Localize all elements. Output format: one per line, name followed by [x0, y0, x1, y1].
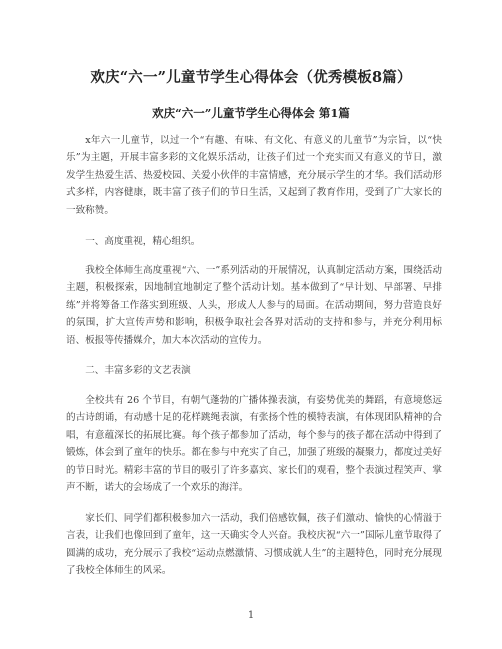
paragraph-performances: 全校共有 26 个节目，有朝气蓬勃的广播体操表演，有姿势优美的舞蹈，有意境悠远的古诗朗诵，有动感十足的花样跳绳表演，有张扬个性的模特表演，有体现团队精神的合唱，有意蕴深长的拓展比赛。每个孩子都参加了活动，每个参与的孩子都在活动中得到了锻炼，体会到了童年的快乐。都在参与中充实了自己，加强了班级的凝聚力，都度过美好的节日时光。精彩丰富的节目的吸引了许多嘉宾、家长们的观看，整个表演过程笑声、掌声不断，诺大的会场成了一个欢乐的海洋。 [66, 394, 442, 493]
section-title: 欢庆“六一”儿童节学生心得体会 第1篇 [152, 106, 350, 120]
paragraph-heading-2: 二、丰富多彩的文艺表演 [85, 365, 191, 377]
document-body [66, 132, 442, 593]
paragraph-organization: 我校全体师生高度重视“六、一”系列活动的开展情况，认真制定活动方案，围绕活动主题，积极探索，因地制宜地制定了整个活动计划。基本做到了“早计划、早部署、早排练”并将筹备工作落实到班级、人头，形成人人参与的局面。在活动期间，努力营造良好的氛围，扩大宣传声势和影响，积极争取社会各界对活动的支持和参与，并充分利用标语、板报等传播媒介，加大本次活动的宣传力。 [66, 264, 442, 346]
paragraph-conclusion: 家长们、同学们都积极参加六一活动，我们倍感钦佩，孩子们激动、愉快的心情溢于言表，让我们也像回到了童年，这一天确实令人兴奋。我校庆祝“六一”国际儿童节取得了圆满的成功，充分展示了我校“运动点燃激情、习惯成就人生”的主题特色，同时充分展现了我校全体师生的风采。 [66, 512, 442, 577]
document-title: 欢庆“六一”儿童节学生心得体会（优秀模板8篇） [90, 69, 412, 86]
paragraph-heading-1: 一、高度重视，精心组织。 [85, 235, 201, 247]
paragraph-intro: x年六一儿童节，以过一个“有趣、有味、有文化、有意义的儿童节”为宗旨，以“快乐”为主题，开展丰富多彩的文化娱乐活动，让孩子们过一个充实而又有意义的节日，激发学生热爱生活、热爱校园、关爱小伙伴的丰富情感，充分展示学生的才华。我们活动形式多样，内容健康，既丰富了孩子们的节日生活，又起到了教育作用，受到了广大家长的一致称赞。 [66, 135, 442, 216]
page-number: 1 [247, 610, 255, 621]
